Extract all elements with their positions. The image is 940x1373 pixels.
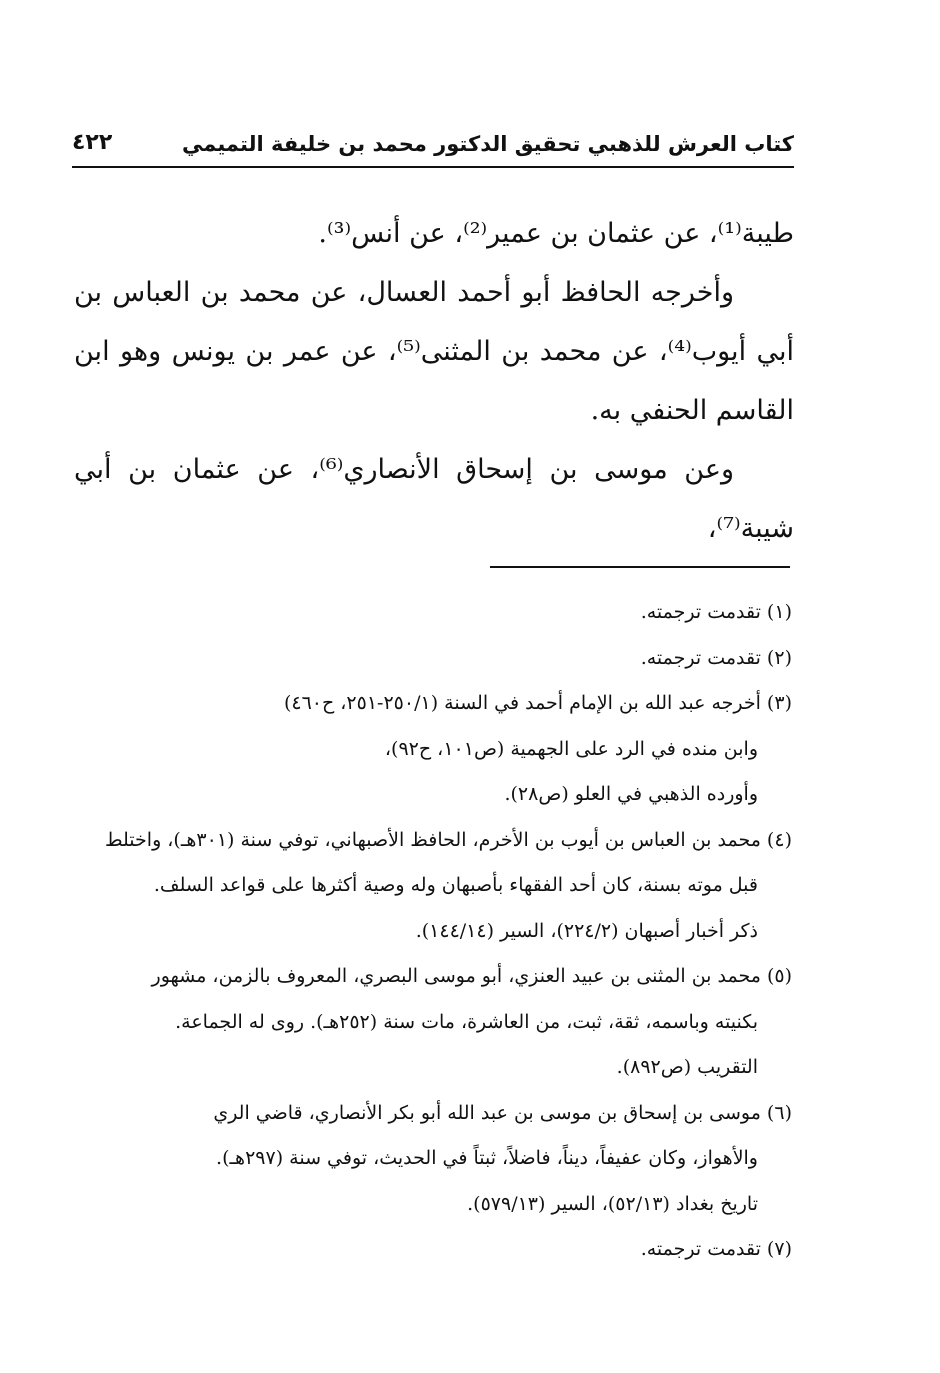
- paragraph-2: وأخرجه الحافظ أبو أحمد العسال، عن محمد بن العباس بن أبي أيوب⁽⁴⁾، عن محمد بن المثنى⁽⁵⁾، عن عمر بن يونس وهو ابن القاسم الحنفي به.: [74, 277, 794, 426]
- footnote-line: بكنيته وباسمه، ثقة، ثبت، من العاشرة، مات سنة (٢٥٢هـ). روى له الجماعة.: [175, 1010, 758, 1033]
- footnote-line: التقريب (ص٨٩٢).: [616, 1056, 758, 1078]
- footnote-5: [76, 954, 792, 1091]
- footnote-line: ذكر أخبار أصبهان (٢٢٤/٢)، السير (١٤٤/١٤).: [415, 919, 758, 942]
- footnote-line: تاريخ بغداد (٥٢/١٣)، السير (٥٧٩/١٣).: [467, 1192, 758, 1215]
- footnotes: [76, 590, 792, 1273]
- footnote-line: قبل موته بسنة، كان أحد الفقهاء بأصبهان وله وصية أكثرها على قواعد السلف.: [153, 874, 758, 896]
- paragraph-1: طيبة⁽¹⁾، عن عثمان بن عمير⁽²⁾، عن أنس⁽³⁾.: [318, 218, 794, 249]
- footnote-line: (٣) أخرجه عبد الله بن الإمام أحمد في السنة (٢٥٠/١-٢٥١، ح٤٦٠): [283, 692, 792, 714]
- footnote-divider: [490, 566, 790, 568]
- footnote-1: [76, 590, 792, 636]
- footnote-line: (٥) محمد بن المثنى بن عبيد العنزي، أبو موسى البصري، المعروف بالزمن، مشهور: [151, 965, 792, 987]
- main-text: [74, 204, 794, 558]
- footnote-6: [76, 1091, 792, 1228]
- footnote-4: [76, 818, 792, 955]
- paragraph-3: وعن موسى بن إسحاق الأنصاري⁽⁶⁾، عن عثمان بن أبي شيبة⁽⁷⁾،: [74, 454, 794, 544]
- footnote-7: [76, 1227, 792, 1273]
- footnote-line: والأهواز، وكان عفيفاً، ديناً، فاضلاً، ثبتاً في الحديث، توفي سنة (٢٩٧هـ).: [216, 1147, 758, 1169]
- footnote-2: [76, 636, 792, 682]
- footnote-line: وابن منده في الرد على الجهمية (ص١٠١، ح٩٢)،: [384, 737, 758, 760]
- header-divider: [72, 166, 794, 168]
- header-title: كتاب العرش للذهبي تحقيق الدكتور محمد بن خليفة التميمي: [182, 132, 794, 156]
- footnote-line: (٢) تقدمت ترجمته.: [640, 646, 792, 669]
- footnote-3: [76, 681, 792, 818]
- page-number: ٤٢٢: [72, 130, 113, 155]
- footnote-line: (٤) محمد بن العباس بن أيوب بن الأخرم، الحافظ الأصبهاني، توفي سنة (٣٠١هـ)، واختلط: [104, 828, 792, 851]
- footnote-line: (١) تقدمت ترجمته.: [640, 601, 792, 623]
- footnote-line: (٦) موسى بن إسحاق بن موسى بن عبد الله أبو بكر الأنصاري، قاضي الري: [213, 1101, 792, 1124]
- footnote-line: وأورده الذهبي في العلو (ص٢٨).: [504, 783, 758, 805]
- running-header: [72, 126, 794, 166]
- footnote-line: (٧) تقدمت ترجمته.: [640, 1238, 792, 1260]
